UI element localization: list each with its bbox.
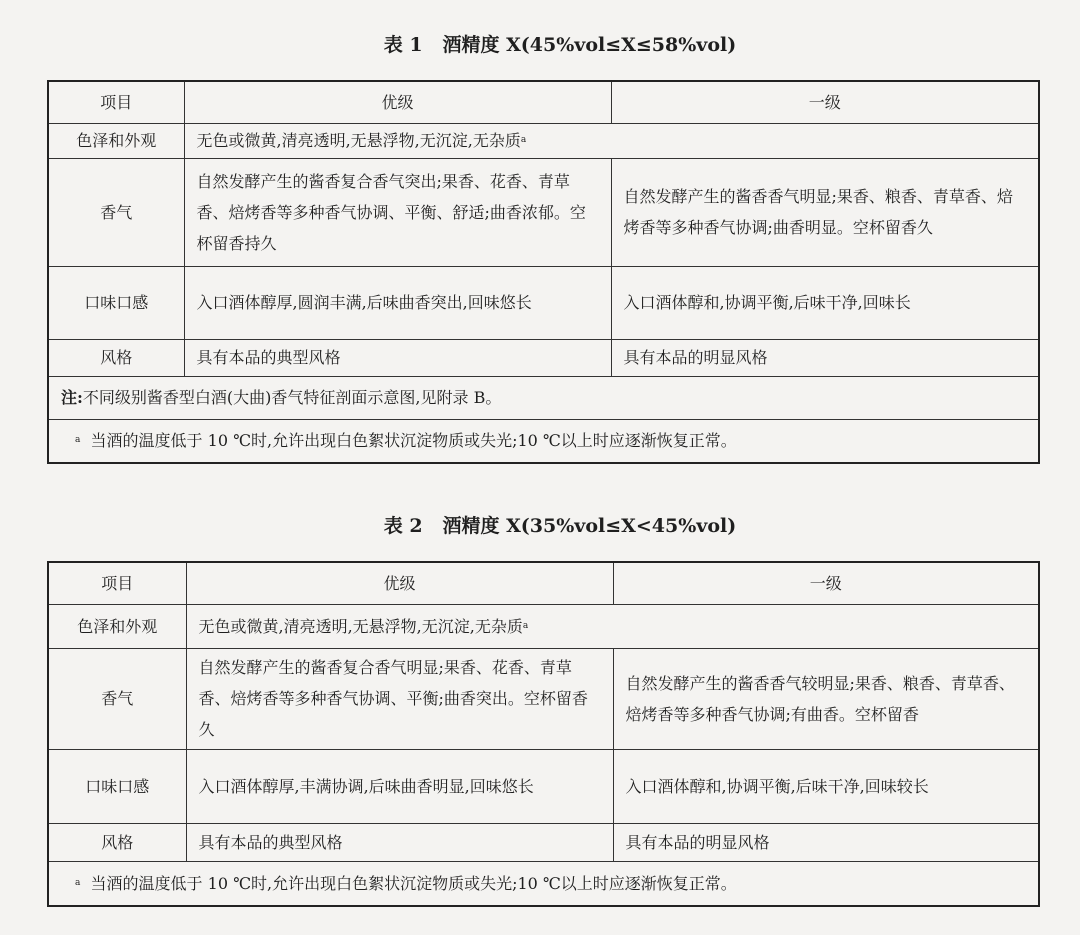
row-item: 风格 <box>48 823 186 861</box>
row-first: 具有本品的明显风格 <box>611 339 1039 376</box>
row-item: 口味口感 <box>48 749 186 823</box>
footnote-mark: a <box>520 135 527 145</box>
footnote-cell <box>48 419 1039 463</box>
row-item: 色泽和外观 <box>48 123 184 158</box>
header-superior: 优级 <box>184 81 611 123</box>
note-cell <box>48 376 1039 419</box>
row-first: 入口酒体醇和,协调平衡,后味干净,回味长 <box>611 266 1039 339</box>
table1-number: 表 1 <box>383 34 423 56</box>
table2-number: 表 2 <box>383 515 423 537</box>
row-first: 具有本品的明显风格 <box>613 823 1039 861</box>
table-row <box>48 266 1039 339</box>
footnote-row <box>48 419 1039 463</box>
table-row <box>48 648 1039 749</box>
row-shared <box>184 123 1039 158</box>
table1-title <box>0 30 1080 57</box>
row-superior: 自然发酵产生的酱香复合香气明显;果香、花香、青草香、焙烤香等多种香气协调、平衡;曲香突出。空杯留香久 <box>186 648 613 749</box>
row-item: 口味口感 <box>48 266 184 339</box>
table-row <box>48 749 1039 823</box>
note-label: 注: <box>61 388 83 407</box>
row-superior: 具有本品的典型风格 <box>186 823 613 861</box>
row-superior: 入口酒体醇厚,圆润丰满,后味曲香突出,回味悠长 <box>184 266 611 339</box>
shared-text: 无色或微黄,清亮透明,无悬浮物,无沉淀,无杂质 <box>198 616 523 636</box>
table-row <box>48 158 1039 266</box>
table1 <box>47 80 1040 464</box>
row-item: 香气 <box>48 158 184 266</box>
row-item: 香气 <box>48 648 186 749</box>
header-item: 项目 <box>48 562 186 604</box>
table-row <box>48 604 1039 648</box>
header-item: 项目 <box>48 81 184 123</box>
table-row <box>48 339 1039 376</box>
row-item: 风格 <box>48 339 184 376</box>
table-header-row <box>48 81 1039 123</box>
footnote-text: 当酒的温度低于 10 ℃时,允许出现白色絮状沉淀物质或失光;10 ℃以上时应逐渐恢复正常。 <box>90 431 737 451</box>
table-header-row <box>48 562 1039 604</box>
row-superior: 具有本品的典型风格 <box>184 339 611 376</box>
footnote-row <box>48 861 1039 906</box>
row-item: 色泽和外观 <box>48 604 186 648</box>
row-first: 自然发酵产生的酱香香气明显;果香、粮香、青草香、焙烤香等多种香气协调;曲香明显。空杯留香久 <box>611 158 1039 266</box>
footnote-text: 当酒的温度低于 10 ℃时,允许出现白色絮状沉淀物质或失光;10 ℃以上时应逐渐恢复正常。 <box>90 873 737 893</box>
note-row <box>48 376 1039 419</box>
table2-title <box>0 511 1080 538</box>
table2-caption: 酒精度 X(35%vol≤X<45%vol) <box>442 515 737 537</box>
row-superior: 自然发酵产生的酱香复合香气突出;果香、花香、青草香、焙烤香等多种香气协调、平衡、舒适;曲香浓郁。空杯留香持久 <box>184 158 611 266</box>
table-row <box>48 823 1039 861</box>
header-first: 一级 <box>611 81 1039 123</box>
footnote-cell <box>48 861 1039 906</box>
footnote-mark: a <box>75 877 81 888</box>
row-first: 自然发酵产生的酱香香气较明显;果香、粮香、青草香、焙烤香等多种香气协调;有曲香。空杯留香 <box>613 648 1039 749</box>
table-row <box>48 123 1039 158</box>
row-shared <box>186 604 1039 648</box>
header-superior: 优级 <box>186 562 613 604</box>
row-first: 入口酒体醇和,协调平衡,后味干净,回味较长 <box>613 749 1039 823</box>
note-text: 不同级别酱香型白酒(大曲)香气特征剖面示意图,见附录 B。 <box>82 388 502 407</box>
shared-text: 无色或微黄,清亮透明,无悬浮物,无沉淀,无杂质 <box>196 131 521 150</box>
footnote-mark: a <box>75 435 81 446</box>
table1-caption: 酒精度 X(45%vol≤X≤58%vol) <box>442 34 737 56</box>
footnote-mark: a <box>522 620 529 631</box>
row-superior: 入口酒体醇厚,丰满协调,后味曲香明显,回味悠长 <box>186 749 613 823</box>
table2 <box>47 561 1040 907</box>
header-first: 一级 <box>613 562 1039 604</box>
